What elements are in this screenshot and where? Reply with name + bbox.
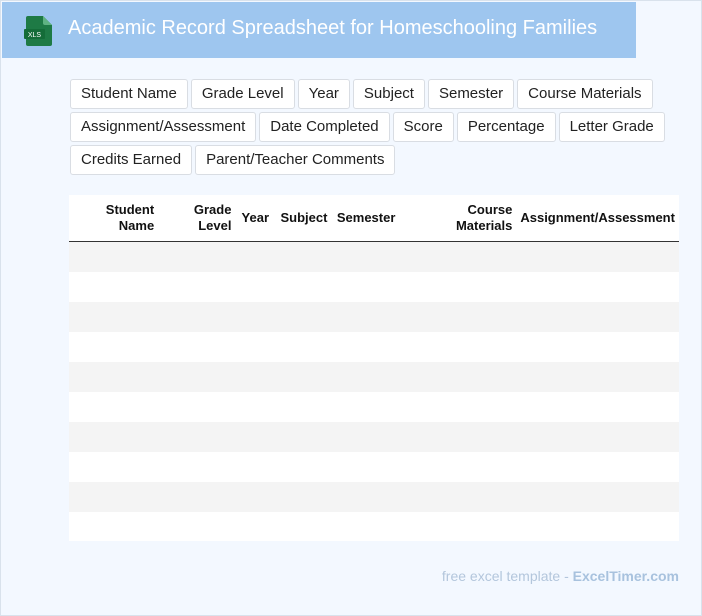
field-tag[interactable]: Letter Grade bbox=[559, 112, 665, 142]
table-cell[interactable] bbox=[410, 272, 516, 302]
table-cell[interactable] bbox=[158, 392, 235, 422]
table-cell[interactable] bbox=[516, 482, 679, 512]
table-header-row bbox=[69, 195, 679, 242]
table-cell[interactable] bbox=[69, 332, 158, 362]
table-cell[interactable] bbox=[516, 362, 679, 392]
table-cell[interactable] bbox=[275, 512, 333, 541]
table-cell[interactable] bbox=[275, 422, 333, 452]
table-cell[interactable] bbox=[333, 332, 410, 362]
table-cell[interactable] bbox=[158, 272, 235, 302]
table-cell[interactable] bbox=[69, 422, 158, 452]
field-tag[interactable]: Grade Level bbox=[191, 79, 295, 109]
table-cell[interactable] bbox=[158, 422, 235, 452]
table-row bbox=[69, 242, 679, 273]
table-row bbox=[69, 422, 679, 452]
column-header: Assignment/Assessment bbox=[516, 195, 679, 242]
table-cell[interactable] bbox=[410, 362, 516, 392]
table-cell[interactable] bbox=[235, 452, 275, 482]
table-row bbox=[69, 362, 679, 392]
table-row bbox=[69, 512, 679, 541]
column-header: Semester bbox=[333, 195, 410, 242]
table-cell[interactable] bbox=[333, 512, 410, 541]
table-cell[interactable] bbox=[275, 272, 333, 302]
column-header: Year bbox=[235, 195, 275, 242]
table-cell[interactable] bbox=[235, 362, 275, 392]
table-row bbox=[69, 452, 679, 482]
table-cell[interactable] bbox=[516, 452, 679, 482]
table-cell[interactable] bbox=[333, 272, 410, 302]
footer-label: free excel template - bbox=[441, 568, 573, 584]
table-cell[interactable] bbox=[333, 452, 410, 482]
table-cell[interactable] bbox=[516, 422, 679, 452]
table-cell[interactable] bbox=[410, 482, 516, 512]
table-cell[interactable] bbox=[158, 512, 235, 541]
table-cell[interactable] bbox=[158, 242, 235, 273]
table-row bbox=[69, 302, 679, 332]
table-cell[interactable] bbox=[69, 362, 158, 392]
table-row bbox=[69, 482, 679, 512]
table-cell[interactable] bbox=[69, 452, 158, 482]
table-cell[interactable] bbox=[516, 512, 679, 541]
field-tag[interactable]: Subject bbox=[353, 79, 425, 109]
field-tag[interactable]: Date Completed bbox=[259, 112, 389, 142]
table-cell[interactable] bbox=[235, 242, 275, 273]
table-cell[interactable] bbox=[516, 392, 679, 422]
table-row bbox=[69, 272, 679, 302]
table-cell[interactable] bbox=[516, 332, 679, 362]
table-cell[interactable] bbox=[235, 422, 275, 452]
table-cell[interactable] bbox=[275, 392, 333, 422]
field-tag[interactable]: Course Materials bbox=[517, 79, 652, 109]
table-cell[interactable] bbox=[516, 272, 679, 302]
table-cell[interactable] bbox=[333, 422, 410, 452]
table-cell[interactable] bbox=[516, 242, 679, 273]
table-cell[interactable] bbox=[235, 272, 275, 302]
table-cell[interactable] bbox=[69, 302, 158, 332]
table-cell[interactable] bbox=[158, 482, 235, 512]
field-tag[interactable]: Percentage bbox=[457, 112, 556, 142]
table-cell[interactable] bbox=[410, 422, 516, 452]
table-cell[interactable] bbox=[410, 242, 516, 273]
table-row bbox=[69, 332, 679, 362]
column-header: Course Materials bbox=[410, 195, 516, 242]
table-cell[interactable] bbox=[69, 512, 158, 541]
record-table bbox=[69, 195, 679, 541]
table-cell[interactable] bbox=[410, 512, 516, 541]
table-cell[interactable] bbox=[410, 392, 516, 422]
table-cell[interactable] bbox=[275, 302, 333, 332]
table-cell[interactable] bbox=[158, 452, 235, 482]
table-cell[interactable] bbox=[333, 302, 410, 332]
table-cell[interactable] bbox=[69, 482, 158, 512]
table-cell[interactable] bbox=[275, 362, 333, 392]
footer-brand-link[interactable]: ExcelTimer.com bbox=[572, 568, 679, 584]
field-tag[interactable]: Credits Earned bbox=[70, 145, 192, 175]
field-tag[interactable]: Parent/Teacher Comments bbox=[195, 145, 395, 175]
table-cell[interactable] bbox=[275, 242, 333, 273]
table-cell[interactable] bbox=[158, 362, 235, 392]
column-header: Student Name bbox=[69, 195, 158, 242]
footer-credit bbox=[442, 568, 679, 584]
field-tag[interactable]: Year bbox=[298, 79, 350, 109]
table-cell[interactable] bbox=[410, 302, 516, 332]
table-cell[interactable] bbox=[333, 242, 410, 273]
table-cell[interactable] bbox=[69, 242, 158, 273]
table-cell[interactable] bbox=[275, 452, 333, 482]
field-tag[interactable]: Score bbox=[393, 112, 454, 142]
column-header: Grade Level bbox=[158, 195, 235, 242]
table-cell[interactable] bbox=[235, 512, 275, 541]
column-header: Subject bbox=[275, 195, 333, 242]
table-row bbox=[69, 392, 679, 422]
xls-file-icon bbox=[24, 16, 52, 46]
page-header bbox=[2, 2, 636, 58]
table-cell[interactable] bbox=[235, 332, 275, 362]
table-cell[interactable] bbox=[235, 392, 275, 422]
field-tag[interactable]: Assignment/Assessment bbox=[70, 112, 256, 142]
field-tag[interactable]: Student Name bbox=[70, 79, 188, 109]
table-cell[interactable] bbox=[333, 392, 410, 422]
table-cell[interactable] bbox=[275, 332, 333, 362]
page-title: Academic Record Spreadsheet for Homeschooling Families bbox=[68, 17, 598, 39]
field-tag-list bbox=[70, 79, 670, 175]
table-cell[interactable] bbox=[235, 482, 275, 512]
table-cell[interactable] bbox=[516, 302, 679, 332]
field-tag[interactable]: Semester bbox=[428, 79, 514, 109]
table-cell[interactable] bbox=[69, 272, 158, 302]
table-cell[interactable] bbox=[158, 332, 235, 362]
table-cell[interactable] bbox=[235, 302, 275, 332]
table-cell[interactable] bbox=[410, 452, 516, 482]
table-cell[interactable] bbox=[410, 332, 516, 362]
xls-icon-label: XLS bbox=[27, 32, 42, 39]
table-cell[interactable] bbox=[275, 482, 333, 512]
table-cell[interactable] bbox=[69, 392, 158, 422]
table-cell[interactable] bbox=[333, 482, 410, 512]
table-cell[interactable] bbox=[158, 302, 235, 332]
table-cell[interactable] bbox=[333, 362, 410, 392]
